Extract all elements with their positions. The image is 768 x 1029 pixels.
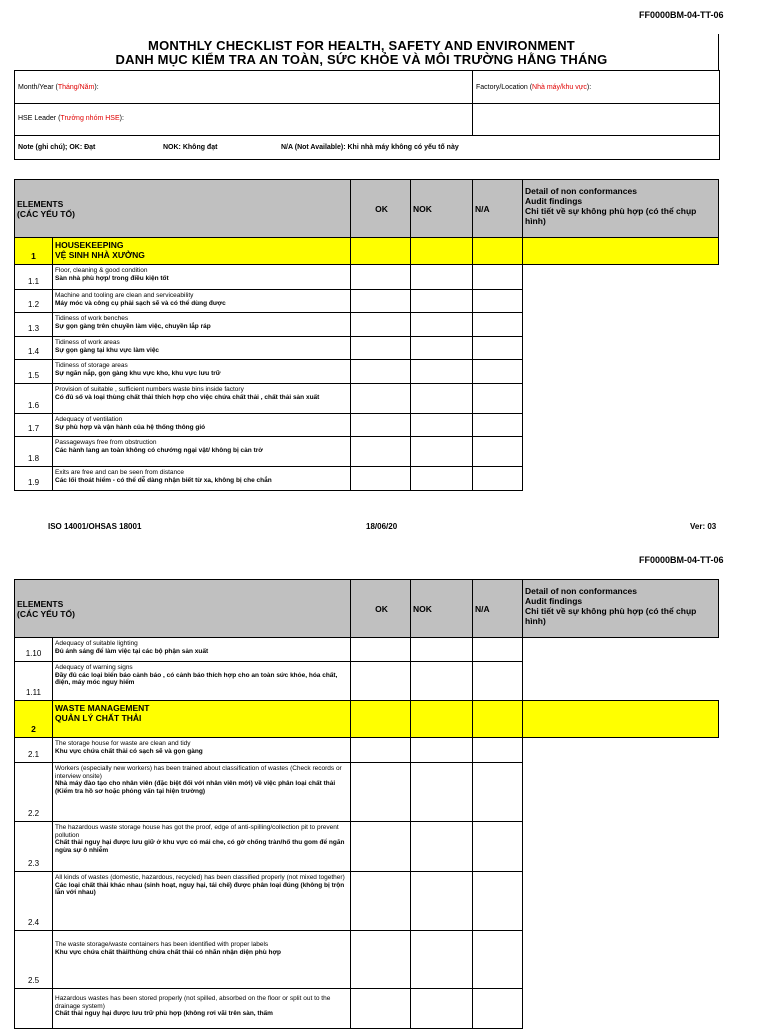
na-cell[interactable] — [473, 238, 523, 265]
table-header — [15, 180, 719, 238]
nok-cell[interactable] — [411, 238, 473, 265]
row-item: Provision of suitable , sufficient numbers waste bins inside factory Có đủ số và loại thùng chất thải thích hợp cho việc chứa chất thải , chất thải sản xuất — [53, 384, 351, 414]
table-row — [15, 638, 719, 662]
nok-cell[interactable] — [411, 414, 473, 437]
table-header — [15, 580, 719, 638]
na-cell[interactable] — [473, 931, 523, 989]
row-number: 2.1 — [15, 738, 53, 763]
footer-version: Ver: 03 — [690, 522, 717, 531]
ok-cell[interactable] — [351, 822, 411, 872]
row-item: Adequacy of suitable lighting Đủ ánh sáng để làm việc tại các bộ phận sản xuất — [53, 638, 351, 662]
factory-location-field[interactable]: Factory/Location ( Nhà máy/khu vực ): — [476, 83, 592, 91]
row-number: 1.2 — [15, 290, 53, 313]
na-header: N/A — [473, 180, 523, 238]
nok-cell[interactable] — [411, 360, 473, 384]
nok-cell[interactable] — [411, 989, 473, 1029]
document-code-page2: FF0000BM-04-TT-06 — [639, 555, 724, 565]
ok-cell[interactable] — [351, 467, 411, 491]
row-item: Tidiness of work benches Sự gọn gàng trên chuyền làm việc, chuyền lắp ráp — [53, 313, 351, 337]
na-cell[interactable] — [473, 872, 523, 931]
hse-leader-field[interactable]: HSE Leader ( Trưởng nhóm HSE ): — [15, 102, 473, 135]
row-item: Floor, cleaning & good condition Sàn nhà phù hợp/ trong điều kiện tốt — [53, 265, 351, 290]
ok-header: OK — [351, 580, 411, 638]
row-number: 2.3 — [15, 822, 53, 872]
na-cell[interactable] — [473, 313, 523, 337]
detail-cell[interactable] — [523, 738, 719, 1029]
checklist-table-page2 — [14, 579, 719, 1029]
row-number: 2.4 — [15, 872, 53, 931]
row-item: Machine and tooling are clean and serviceability Máy móc và công cụ phải sạch sẽ và có thể dùng được — [53, 290, 351, 313]
nok-cell[interactable] — [411, 738, 473, 763]
section-housekeeping — [15, 238, 719, 265]
section-title: HOUSEKEEPING VỆ SINH NHÀ XƯỞNG — [53, 238, 351, 265]
row-number: 1.6 — [15, 384, 53, 414]
nok-cell[interactable] — [411, 701, 473, 738]
month-year-field[interactable]: Month/Year ( Tháng/Năm ): — [15, 71, 473, 103]
detail-header: Detail of non conformances Audit findings Chi tiết về sự không phù hợp (có thể chụp hình) — [523, 180, 719, 238]
row-number: 1.11 — [15, 662, 53, 701]
row-item: The hazardous waste storage house has got the proof, edge of anti-spilling/collection pit to prevent pollution Chất thải nguy hại được lưu giữ ở khu vực có mái che, có gờ chống tràn/hố thu gom để ngăn ngừa sự ô nhiễm — [53, 822, 351, 872]
nok-cell[interactable] — [411, 638, 473, 662]
na-cell[interactable] — [473, 337, 523, 360]
nok-cell[interactable] — [411, 265, 473, 290]
note-nok: NOK: Không đạt — [163, 143, 218, 151]
row-item: Exits are free and can be seen from distance Các lối thoát hiểm - có thể dễ dàng nhận biết từ xa, không bị che chắn — [53, 467, 351, 491]
ok-cell[interactable] — [351, 313, 411, 337]
row-item: Adequacy of warning signs Đầy đủ các loại biển báo cảnh báo , có cảnh báo thích hợp cho an toàn sức khỏe, hóa chất, điện, máy móc nguy hiểm — [53, 662, 351, 701]
na-cell[interactable] — [473, 738, 523, 763]
title-english: MONTHLY CHECKLIST FOR HEALTH, SAFETY AND ENVIRONMENT — [148, 38, 575, 53]
ok-cell[interactable] — [351, 662, 411, 701]
nok-cell[interactable] — [411, 931, 473, 989]
note-ok: Note (ghi chú); OK: Đạt — [18, 143, 96, 151]
row-item: The storage house for waste are clean and tidy Khu vực chứa chất thải có sạch sẽ và gọn gàng — [53, 738, 351, 763]
elements-header: ELEMENTS (CÁC YẾU TỐ) — [15, 180, 351, 238]
ok-cell[interactable] — [351, 872, 411, 931]
nok-cell[interactable] — [411, 467, 473, 491]
ok-cell[interactable] — [351, 238, 411, 265]
row-item: Workers (especially new workers) has been trained about classification of wastes (Check records or interview onsite) Nhà máy đào tạo cho nhân viên (đặc biệt đối với nhân viên mới) về việc phân loại chất thải (Kiểm tra hồ sơ hoặc phỏng vấn tại hiện trường) — [53, 763, 351, 822]
ok-cell[interactable] — [351, 414, 411, 437]
row-number: 1.10 — [15, 638, 53, 662]
row-item: All kinds of wastes (domestic, hazardous, recycled) has been classified properly (not mixed together) Các loại chất thải khác nhau (sinh hoạt, nguy hại, tái chế) được phân loại đúng (không bị trộn lẫn với nhau) — [53, 872, 351, 931]
header-row-hse — [14, 102, 720, 136]
row-item: Tidiness of work areas Sự gọn gàng tại khu vực làm việc — [53, 337, 351, 360]
ok-cell[interactable] — [351, 437, 411, 467]
nok-header: NOK — [411, 580, 473, 638]
detail-cell[interactable] — [523, 638, 719, 701]
row-item: Adequacy of ventilation Sự phù hợp và vận hành của hệ thống thông gió — [53, 414, 351, 437]
ok-cell[interactable] — [351, 290, 411, 313]
section-number: 2 — [15, 701, 53, 738]
row-number: 1.9 — [15, 467, 53, 491]
footer-date: 18/06/20 — [366, 522, 398, 531]
row-item: Hazardous wastes has been stored properly (not spilled, absorbed on the floor or split out to the drainage system) Chất thải nguy hại được lưu trữ phù hợp (không rơi vãi trên sàn, thấm — [53, 989, 351, 1029]
na-cell[interactable] — [473, 763, 523, 822]
table-row — [15, 738, 719, 763]
na-cell[interactable] — [473, 822, 523, 872]
detail-cell[interactable] — [523, 265, 719, 491]
row-number: 2.5 — [15, 931, 53, 989]
nok-header: NOK — [411, 180, 473, 238]
nok-cell[interactable] — [411, 662, 473, 701]
row-item: The waste storage/waste containers has been identified with proper labels Khu vực chứa chất thải/thùng chứa chất thải có nhãn nhận diện phù hợp — [53, 931, 351, 989]
na-cell[interactable] — [473, 360, 523, 384]
na-cell[interactable] — [473, 437, 523, 467]
row-item: Tidiness of storage areas Sự ngăn nắp, gọn gàng khu vực kho, khu vực lưu trữ — [53, 360, 351, 384]
elements-header: ELEMENTS (CÁC YẾU TỐ) — [15, 580, 351, 638]
row-number — [15, 989, 53, 1029]
ok-cell[interactable] — [351, 738, 411, 763]
ok-header: OK — [351, 180, 411, 238]
row-number: 1.4 — [15, 337, 53, 360]
na-cell[interactable] — [473, 414, 523, 437]
detail-header: Detail of non conformances Audit findings Chi tiết về sự không phù hợp (có thể chụp hình) — [523, 580, 719, 638]
na-cell[interactable] — [473, 989, 523, 1029]
row-number: 1.8 — [15, 437, 53, 467]
detail-cell[interactable] — [523, 701, 719, 738]
nok-cell[interactable] — [411, 384, 473, 414]
ok-cell[interactable] — [351, 989, 411, 1029]
na-cell[interactable] — [473, 290, 523, 313]
title-vietnamese: DANH MỤC KIỂM TRA AN TOÀN, SỨC KHỎE VÀ MÔI TRƯỜNG HẰNG THÁNG — [115, 52, 608, 67]
row-number: 1.1 — [15, 265, 53, 290]
ok-cell[interactable] — [351, 265, 411, 290]
page-right-border — [718, 34, 719, 70]
section-number: 1 — [15, 238, 53, 265]
na-cell[interactable] — [473, 638, 523, 662]
row-number: 1.5 — [15, 360, 53, 384]
row-number: 1.7 — [15, 414, 53, 437]
row-number: 1.3 — [15, 313, 53, 337]
ok-cell[interactable] — [351, 701, 411, 738]
nok-cell[interactable] — [411, 313, 473, 337]
na-header: N/A — [473, 580, 523, 638]
ok-cell[interactable] — [351, 931, 411, 989]
document-code: FF0000BM-04-TT-06 — [639, 10, 724, 20]
na-cell[interactable] — [473, 384, 523, 414]
na-cell[interactable] — [473, 701, 523, 738]
nok-cell[interactable] — [411, 822, 473, 872]
nok-cell[interactable] — [411, 763, 473, 822]
section-waste-management — [15, 701, 719, 738]
nok-cell[interactable] — [411, 437, 473, 467]
ok-cell[interactable] — [351, 360, 411, 384]
ok-cell[interactable] — [351, 638, 411, 662]
ok-cell[interactable] — [351, 384, 411, 414]
nok-cell[interactable] — [411, 337, 473, 360]
row-item: Passageways free from obstruction Các hành lang an toàn không có chướng ngại vật/ không bị cản trở — [53, 437, 351, 467]
detail-cell[interactable] — [523, 238, 719, 265]
nok-cell[interactable] — [411, 290, 473, 313]
table-row — [15, 265, 719, 290]
ok-cell[interactable] — [351, 763, 411, 822]
header-row-note — [14, 135, 720, 160]
row-number: 2.2 — [15, 763, 53, 822]
ok-cell[interactable] — [351, 337, 411, 360]
header-row-month — [14, 70, 720, 104]
section-title: WASTE MANAGEMENT QUẢN LÝ CHẤT THẢI — [53, 701, 351, 738]
na-cell[interactable] — [473, 467, 523, 491]
nok-cell[interactable] — [411, 872, 473, 931]
na-cell[interactable] — [473, 662, 523, 701]
note-na: N/A (Not Available): Khi nhà máy không có yếu tố này — [281, 143, 459, 151]
checklist-table-page1 — [14, 179, 719, 491]
na-cell[interactable] — [473, 265, 523, 290]
footer-standard: ISO 14001/OHSAS 18001 — [48, 522, 142, 531]
